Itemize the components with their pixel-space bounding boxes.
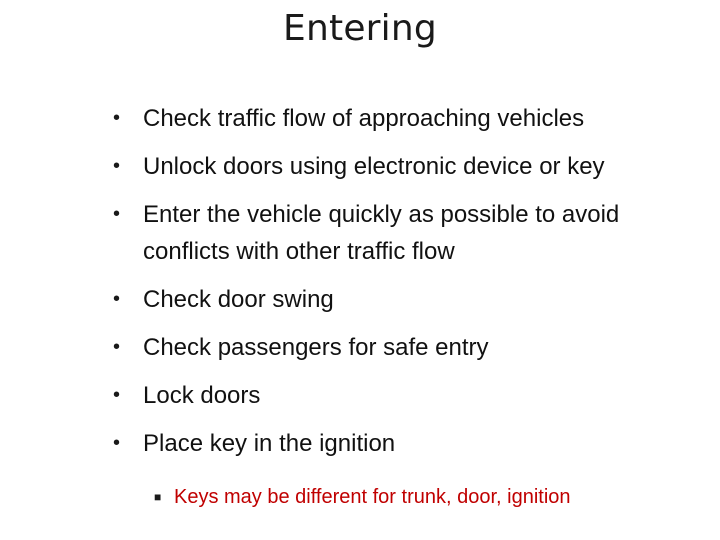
bullet-text: Enter the vehicle quickly as possible to avoid conflicts with other traffic flow bbox=[143, 201, 620, 265]
list-item bbox=[113, 377, 703, 414]
bullet-list bbox=[113, 100, 703, 473]
bullet-icon: • bbox=[113, 107, 121, 129]
list-item bbox=[113, 148, 703, 185]
bullet-icon: • bbox=[113, 336, 121, 358]
sub-bullet-list bbox=[154, 480, 714, 514]
bullet-text: Check door swing bbox=[143, 286, 334, 313]
bullet-icon: • bbox=[113, 155, 121, 177]
bullet-text: Lock doors bbox=[143, 382, 261, 409]
list-item bbox=[113, 100, 703, 137]
bullet-text: Check passengers for safe entry bbox=[143, 334, 489, 361]
list-item bbox=[113, 196, 703, 270]
bullet-text: Place key in the ignition bbox=[143, 430, 396, 457]
list-item bbox=[113, 425, 703, 462]
bullet-icon: • bbox=[113, 384, 121, 406]
bullet-icon: • bbox=[113, 203, 121, 225]
square-bullet-icon: ■ bbox=[154, 490, 162, 504]
sub-bullet-text: Keys may be different for trunk, door, ignition bbox=[174, 486, 571, 508]
bullet-text: Check traffic flow of approaching vehicles bbox=[143, 105, 585, 132]
bullet-icon: • bbox=[113, 288, 121, 310]
list-item bbox=[113, 281, 703, 318]
list-item bbox=[113, 329, 703, 366]
sub-list-item bbox=[154, 480, 714, 514]
bullet-text: Unlock doors using electronic device or key bbox=[143, 153, 605, 180]
slide-title: Entering bbox=[283, 8, 437, 49]
bullet-icon: • bbox=[113, 432, 121, 454]
